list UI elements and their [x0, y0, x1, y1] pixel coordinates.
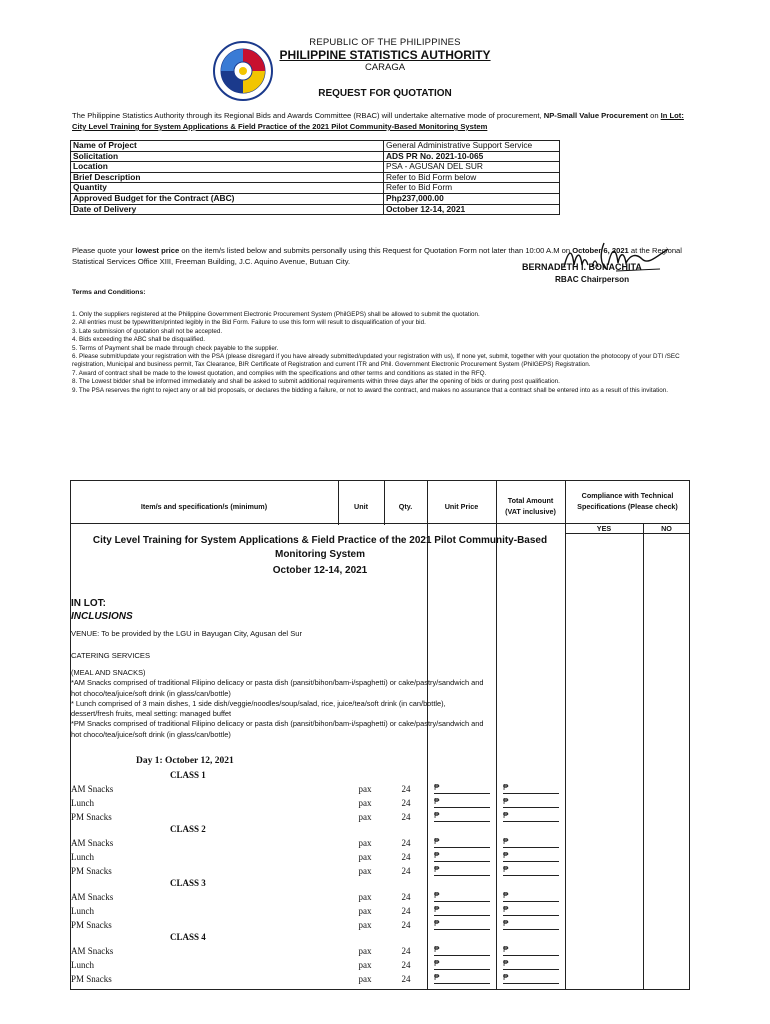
- term-item: 2. All entries must be typewritten/printed legibly in the Bid Form. Failure to use this form will result to disqualification of your bid.: [72, 319, 426, 327]
- term-item: 6. Please submit/update your registration with the PSA (please disregard if you have already submitted/updated your registration with us), If none yet, submit, together with your quotation the photocopy of your DTI /SEC registration, Municipal and business permit, Tax Clearance, BIR Certificate of Registration and current ITR and Phil. Government Electronic Procurement System (PhilGEPS) Registration.: [72, 353, 680, 369]
- meal-line: hot choco/tea/juice/soft drink (in glass/can/bottle): [71, 688, 231, 698]
- intro-text-2: on: [648, 111, 661, 120]
- project-info-row: [71, 141, 560, 152]
- row-qty: 24: [401, 784, 411, 794]
- row-unit: pax: [358, 852, 372, 862]
- term-item: 7. Award of contract shall be made to the lowest quotation, and complies with the specifications and other terms and conditions as stated in the RFQ.: [72, 369, 487, 377]
- row-unit: pax: [358, 974, 372, 984]
- unit-price-field[interactable]: ₱: [434, 892, 490, 902]
- row-qty: 24: [401, 906, 411, 916]
- total-amount-field[interactable]: ₱: [503, 892, 559, 902]
- meal-line: dessert/fresh fruits, meal setting: managed buffet: [71, 709, 232, 719]
- row-unit: pax: [358, 798, 372, 808]
- row-unit: pax: [358, 784, 372, 794]
- unit-price-field[interactable]: ₱: [434, 838, 490, 848]
- term-item: 3. Late submission of quotation shall not be accepted.: [72, 327, 223, 335]
- row-unit: pax: [358, 960, 372, 970]
- row-unit: pax: [358, 906, 372, 916]
- table-bottom: [70, 989, 690, 990]
- header-item: Item/s and specification/s (minimum): [140, 502, 268, 511]
- project-info-value: ADS PR No. 2021-10-065: [384, 151, 560, 162]
- meal-line: * Lunch comprised of 3 main dishes, 1 side dish/veggie/noodles/soup/salad, rice, juice/tea/soft drink (in can/bottle),: [71, 698, 446, 708]
- unit-price-field[interactable]: ₱: [434, 798, 490, 808]
- row-item-name: Lunch: [71, 906, 94, 916]
- total-amount-field[interactable]: ₱: [503, 838, 559, 848]
- project-info-row: [71, 172, 560, 183]
- row-item-name: PM Snacks: [71, 974, 112, 984]
- meal-line: (MEAL AND SNACKS): [71, 668, 146, 677]
- term-item: 1. Only the suppliers registered at the Philippine Government Electronic Procurement System (PhilGEPS) shall be allowed to submit the quotation.: [72, 311, 480, 318]
- row-item-name: AM Snacks: [71, 946, 114, 956]
- inclusions-label: INCLUSIONS: [71, 611, 133, 622]
- row-unit: pax: [358, 812, 372, 822]
- unit-price-field[interactable]: ₱: [434, 974, 490, 984]
- header-unit-price: Unit Price: [444, 502, 479, 511]
- header-yes: YES: [596, 524, 612, 533]
- catering-label: CATERING SERVICES: [71, 651, 151, 660]
- document-title: REQUEST FOR QUOTATION: [318, 88, 452, 99]
- please-text-3: at the Regional Statistical Services Office XIII, Freeman Building, J.C. Aquino Avenue, Butuan City.: [72, 246, 682, 266]
- project-info-value: General Administrative Support Service: [384, 141, 560, 152]
- project-info-row: [71, 193, 560, 204]
- unit-price-field[interactable]: ₱: [434, 812, 490, 822]
- total-amount-field[interactable]: ₱: [503, 784, 559, 794]
- unit-price-field[interactable]: ₱: [434, 866, 490, 876]
- project-info-row: [71, 162, 560, 173]
- row-qty: 24: [401, 798, 411, 808]
- venue-text: VENUE: To be provided by the LGU in Bayugan City, Agusan del Sur: [71, 629, 303, 638]
- project-info-value: PSA - AGUSAN DEL SUR: [384, 162, 560, 173]
- row-qty: 24: [401, 974, 411, 984]
- meal-line: *AM Snacks comprised of traditional Filipino delicacy or pasta dish (pansit/bihon/bam-i/spaghetti) or cake/pastry/sandwich and: [71, 678, 484, 688]
- row-qty: 24: [401, 852, 411, 862]
- unit-price-field[interactable]: ₱: [434, 920, 490, 930]
- project-info-row: [71, 151, 560, 162]
- term-item: 4. Bids exceeding the ABC shall be disqualified.: [72, 336, 206, 344]
- row-item-name: Lunch: [71, 960, 94, 970]
- row-unit: pax: [358, 946, 372, 956]
- intro-text-1: The Philippine Statistics Authority through its Regional Bids and Awards Committee (RBAC) will undertake alternative mode of procurement,: [72, 111, 544, 120]
- intro-paragraph: [72, 110, 692, 132]
- project-info-value: October 12-14, 2021: [384, 204, 560, 215]
- total-amount-field[interactable]: ₱: [503, 812, 559, 822]
- project-info-label: Approved Budget for the Contract (ABC): [71, 193, 384, 204]
- agency-heading: PHILIPPINE STATISTICS AUTHORITY: [279, 48, 491, 62]
- event-title: [70, 534, 570, 562]
- header-vat-inclusive: (VAT inclusive): [505, 507, 556, 516]
- project-info-row: [71, 204, 560, 215]
- class-label: CLASS 2: [170, 824, 206, 834]
- row-unit: pax: [358, 920, 372, 930]
- term-item: 8. The Lowest bidder shall be informed immediately and shall be asked to submit additional requirements within three days after the opening of bids or during post qualification.: [72, 378, 560, 386]
- header-qty: Qty.: [398, 502, 413, 511]
- header-compliance: Compliance with Technical: [581, 491, 674, 500]
- please-deadline: October 6, 2021: [572, 246, 629, 255]
- row-qty: 24: [401, 892, 411, 902]
- project-info-label: Brief Description: [71, 172, 384, 183]
- row-qty: 24: [401, 812, 411, 822]
- total-amount-field[interactable]: ₱: [503, 960, 559, 970]
- unit-price-field[interactable]: ₱: [434, 960, 490, 970]
- total-amount-field[interactable]: ₱: [503, 798, 559, 808]
- event-date: October 12-14, 2021: [272, 565, 368, 576]
- class-label: CLASS 3: [170, 878, 206, 888]
- meal-line: hot choco/tea/juice/soft drink (in glass/can/bottle): [71, 729, 231, 739]
- please-text-2: on the item/s listed below and submits personally using this Request for Quotation Form not later than 10:00 A.M on: [179, 246, 573, 255]
- class-label: CLASS 1: [170, 770, 206, 780]
- project-info-row: [71, 183, 560, 194]
- project-info-label: Quantity: [71, 183, 384, 194]
- terms-title: Terms and Conditions:: [72, 289, 146, 296]
- project-info-value: Refer to Bid Form below: [384, 172, 560, 183]
- row-item-name: AM Snacks: [71, 838, 114, 848]
- term-item: 9. The PSA reserves the right to reject any or all bid proposals, or declares the bidding a failure, or not to award the contract, and makes no assurance that a contract shall be entered into as a result of this invitation.: [72, 386, 668, 394]
- intro-lot: In Lot: City Level Training for System Applications & Field Practice of the 2021 Pilot Community-Based Monitoring System: [72, 111, 684, 131]
- republic-heading: REPUBLIC OF THE PHILIPPINES: [309, 37, 461, 48]
- signatory-title: RBAC Chairperson: [555, 275, 630, 284]
- region-heading: CARAGA: [364, 62, 406, 73]
- header-divider: [565, 533, 690, 534]
- row-unit: pax: [358, 892, 372, 902]
- class-label: CLASS 4: [170, 932, 206, 942]
- total-amount-field[interactable]: ₱: [503, 866, 559, 876]
- terms-list: [72, 311, 707, 395]
- row-qty: 24: [401, 960, 411, 970]
- row-qty: 24: [401, 946, 411, 956]
- project-info-value: Php237,000.00: [384, 193, 560, 204]
- row-item-name: PM Snacks: [71, 920, 112, 930]
- signatory-name: BERNADETH I. BONACHITA: [522, 262, 642, 272]
- header-total-amount: Total Amount: [507, 496, 554, 505]
- term-item: 5. Terms of Payment shall be made through check payable to the supplier.: [72, 344, 279, 352]
- row-item-name: AM Snacks: [71, 784, 114, 794]
- unit-price-field[interactable]: ₱: [434, 784, 490, 794]
- please-lowest: lowest price: [135, 246, 180, 255]
- project-info-table: [70, 140, 560, 215]
- total-amount-field[interactable]: ₱: [503, 906, 559, 916]
- unit-price-field[interactable]: ₱: [434, 946, 490, 956]
- please-text-1: Please quote your: [72, 246, 136, 255]
- event-title-line-2: Monitoring System: [274, 549, 365, 560]
- row-qty: 24: [401, 838, 411, 848]
- row-item-name: Lunch: [71, 852, 94, 862]
- unit-price-field[interactable]: ₱: [434, 852, 490, 862]
- row-item-name: Lunch: [71, 798, 94, 808]
- total-amount-field[interactable]: ₱: [503, 920, 559, 930]
- meal-description: [71, 668, 566, 740]
- row-unit: pax: [358, 838, 372, 848]
- meal-line: *PM Snacks comprised of traditional Filipino delicacy or pasta dish (pansit/bihon/bam-i/spaghetti) or cake/pastry/sandwich and: [71, 719, 484, 729]
- project-info-label: Date of Delivery: [71, 204, 384, 215]
- project-info-label: Name of Project: [71, 141, 384, 152]
- in-lot-label: IN LOT:: [71, 598, 106, 609]
- total-amount-field[interactable]: ₱: [503, 946, 559, 956]
- column-divider: [643, 523, 644, 990]
- header-no: NO: [661, 524, 672, 533]
- header-compliance-sub: Specifications (Please check): [577, 502, 678, 511]
- project-info-label: Solicitation: [71, 151, 384, 162]
- row-item-name: PM Snacks: [71, 866, 112, 876]
- project-info-label: Location: [71, 162, 384, 173]
- total-amount-field[interactable]: ₱: [503, 974, 559, 984]
- row-qty: 24: [401, 866, 411, 876]
- day-1-label: Day 1: October 12, 2021: [136, 756, 234, 766]
- intro-mode: NP-Small Value Procurement: [543, 111, 648, 120]
- unit-price-field[interactable]: ₱: [434, 906, 490, 916]
- header-unit: Unit: [354, 502, 368, 511]
- row-unit: pax: [358, 866, 372, 876]
- row-qty: 24: [401, 920, 411, 930]
- row-item-name: PM Snacks: [71, 812, 112, 822]
- row-item-name: AM Snacks: [71, 892, 114, 902]
- project-info-value: Refer to Bid Form: [384, 183, 560, 194]
- total-amount-field[interactable]: ₱: [503, 852, 559, 862]
- event-title-line-1: City Level Training for System Applications & Field Practice of the 2021 Pilot Community-Based: [92, 535, 548, 546]
